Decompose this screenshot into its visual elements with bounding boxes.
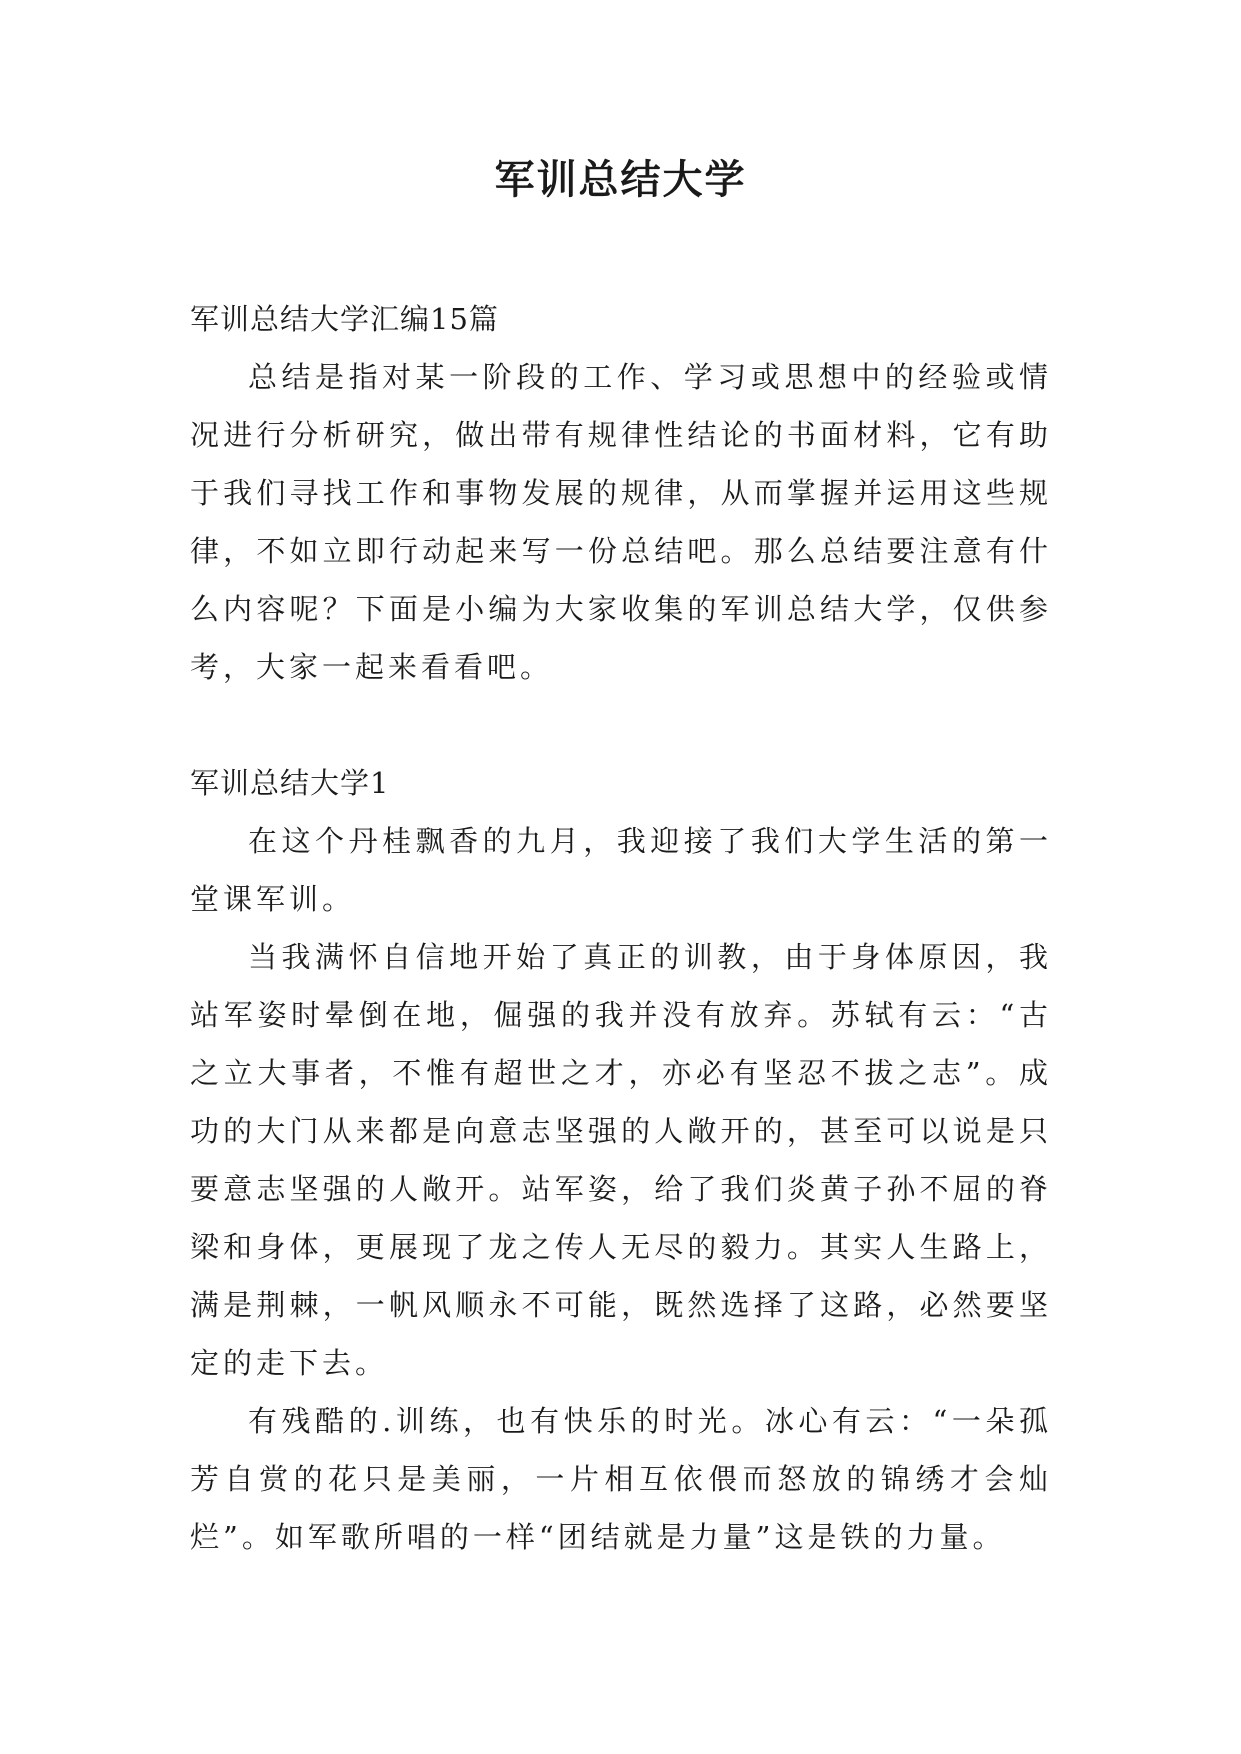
section-spacer [190, 696, 1052, 754]
document-body [190, 290, 1052, 1566]
body-paragraph: 在这个丹桂飘香的九月，我迎接了我们大学生活的第一堂课军训。 [190, 824, 1052, 916]
body-paragraph: 有残酷的.训练，也有快乐的时光。冰心有云：“一朵孤芳自赏的花只是美丽，一片相互依偎而怒放的锦绣才会灿烂”。如军歌所唱的一样“团结就是力量”这是铁的力量。 [190, 1404, 1052, 1554]
collection-subtitle: 军训总结大学汇编15篇 [190, 302, 499, 336]
section-heading: 军训总结大学1 [190, 766, 390, 800]
body-paragraph: 当我满怀自信地开始了真正的训教，由于身体原因，我站军姿时晕倒在地，倔强的我并没有放弃。苏轼有云：“古之立大事者，不惟有超世之才，亦必有坚忍不拔之志”。成功的大门从来都是向意志坚强的人敞开的，甚至可以说是只要意志坚强的人敞开。站军姿，给了我们炎黄子孙不屈的脊梁和身体，更展现了龙之传人无尽的毅力。其实人生路上，满是荆棘，一帆风顺永不可能，既然选择了这路，必然要坚定的走下去。 [190, 940, 1052, 1380]
document-title: 军训总结大学 [494, 157, 747, 203]
intro-paragraph: 总结是指对某一阶段的工作、学习或思想中的经验或情况进行分析研究，做出带有规律性结论的书面材料，它有助于我们寻找工作和事物发展的规律，从而掌握并运用这些规律，不如立即行动起来写一份总结吧。那么总结要注意有什么内容呢？下面是小编为大家收集的军训总结大学，仅供参考，大家一起来看看吧。 [190, 360, 1052, 684]
